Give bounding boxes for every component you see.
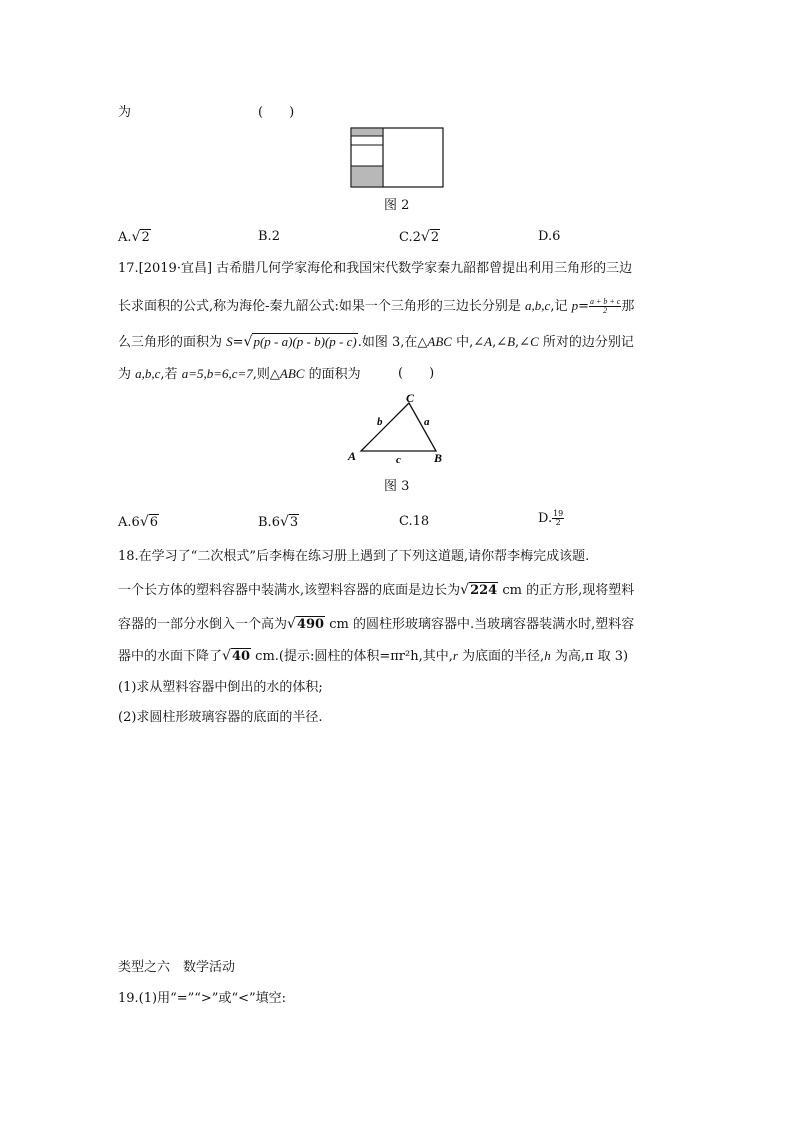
figure-3-triangle (345, 392, 450, 467)
figure-2 (350, 127, 444, 189)
vertex-label-b: B (434, 451, 443, 465)
q18-line-3: 容器的一部分水倒入一个高为√490 cm 的圆柱形玻璃容器中.当玻璃容器装满水时,塑料容 (118, 616, 635, 632)
q17-line-1: 17.[2019·宜昌] 古希腊几何学家海伦和我国宋代数学家秦九韶都曾提出利用三角形的三边 (118, 261, 633, 276)
q17-option-b: B.6√3 (258, 514, 299, 530)
fraction-19-2: $\frac{19}{2}$ (553, 509, 564, 527)
q17-line-2: 长求面积的公式,称为海伦-秦九韶公式:如果一个三角形的三边长分别是 a,b,c,记 p= $\frac{a + b + c}{2}$ 那 (118, 297, 635, 315)
q16-option-a: A.√2 (118, 229, 150, 245)
side-label-a: a (424, 416, 430, 428)
q16-option-c: C.2√2 (399, 229, 440, 245)
vertex-label-a: A (348, 449, 357, 463)
p-fraction: $\frac{a + b + c}{2}$ (590, 297, 621, 315)
q18-line-4: 器中的水面下降了√40 cm.(提示:圆柱的体积=πr²h,其中,r 为底面的半径,h 为高,π 取 3) (118, 648, 629, 664)
q17-option-a: A.6√6 (118, 514, 159, 530)
sqrt-40: √40 (222, 648, 251, 664)
q18-line-1: 18.在学习了“二次根式”后李梅在练习册上遇到了下列这道题,请你帮李梅完成该题. (118, 549, 590, 564)
fig2-top-shaded (351, 128, 383, 136)
q18-sub-1: (1)求从塑料容器中倒出的水的体积; (118, 680, 323, 695)
q16-answer-paren: ( ) (258, 105, 295, 120)
sqrt: √2 (420, 229, 440, 245)
fig2-bottom-shaded (351, 166, 383, 187)
vertex-label-c: C (406, 392, 415, 405)
heron-sqrt: √p(p - a)(p - b)(p - c) (243, 334, 357, 350)
q18-sub-2: (2)求圆柱形玻璃容器的底面的半径. (118, 710, 323, 725)
q17-option-c: C.18 (399, 514, 430, 529)
figure-2-caption: 图 2 (384, 198, 410, 213)
q17-line-4: 为 a,b,c,若 a=5,b=6,c=7,则△ABC 的面积为 (118, 366, 361, 382)
figure-3-caption: 图 3 (384, 479, 410, 494)
q17-option-d: D. $\frac{19}{2}$ (538, 509, 564, 527)
sqrt: √3 (279, 514, 299, 530)
q17-line-3: 么三角形的面积为 S=√p(p - a)(p - b)(p - c).如图 3,在△ABC 中,∠A,∠B,∠C 所对的边分别记 (118, 334, 634, 350)
q16-option-b: B.2 (258, 229, 280, 244)
q19-line-1: 19.(1)用“=”“>”或“<”填空: (118, 991, 287, 1006)
q16-stem-tail: 为 (118, 105, 132, 120)
side-label-b: b (377, 416, 383, 428)
sqrt-490: √490 (287, 616, 325, 632)
sqrt: √6 (139, 514, 159, 530)
q16-option-d: D.6 (538, 229, 561, 244)
q17-answer-paren: ( ) (398, 366, 435, 381)
side-label-c: c (396, 454, 401, 466)
q18-line-2: 一个长方体的塑料容器中装满水,该塑料容器的底面是边长为√224 cm 的正方形,现将塑料 (118, 582, 635, 598)
sqrt: √2 (131, 229, 150, 245)
sqrt-224: √224 (460, 582, 498, 598)
section-6-title: 类型之六 数学活动 (118, 960, 236, 975)
